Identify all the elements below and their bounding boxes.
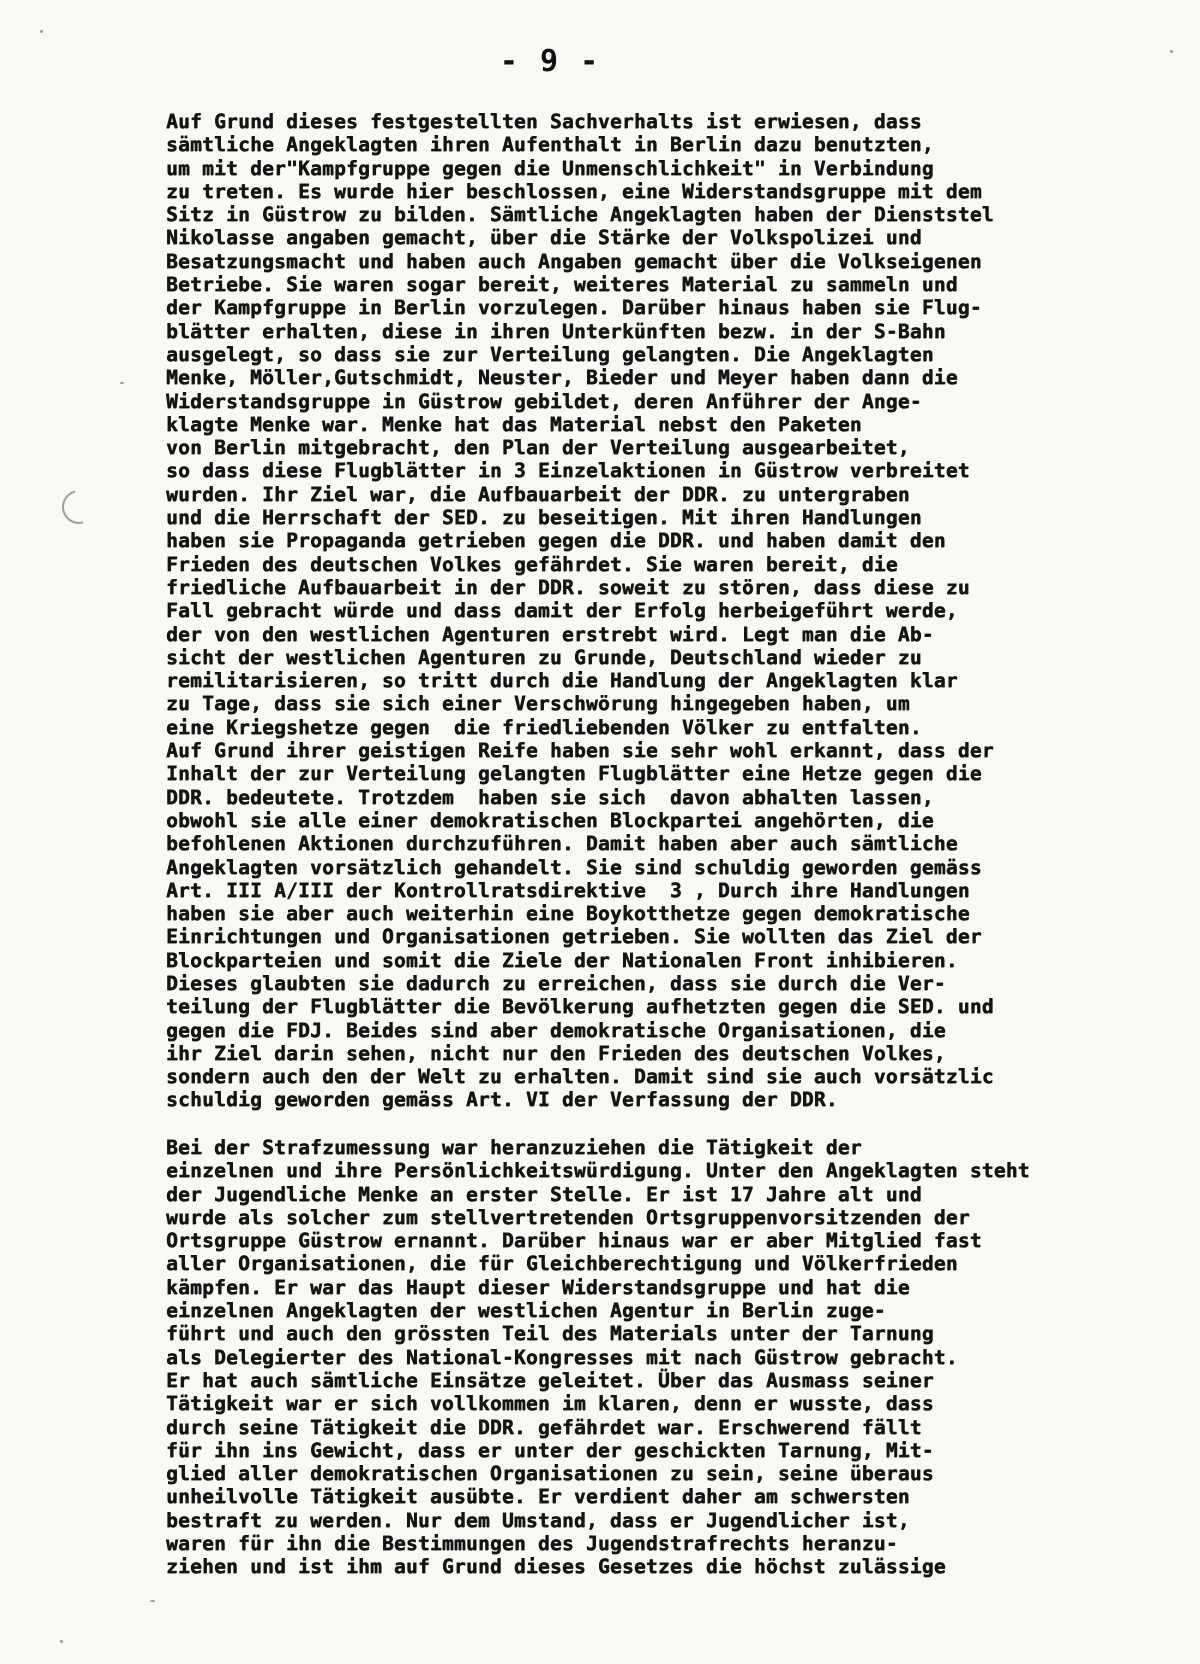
text-line: wurden. Ihr Ziel war, die Aufbauarbeit der DDR. zu untergraben <box>166 482 910 506</box>
text-line: Menke, Möller,Gutschmidt, Neuster, Bieder und Meyer haben dann die <box>166 366 958 390</box>
text-line: friedliche Aufbauarbeit in der DDR. soweit zu stören, dass diese zu <box>166 575 970 599</box>
text-line: Tätigkeit war er sich vollkommen im klaren, denn er wusste, dass <box>166 1392 934 1416</box>
text-line: als Delegierter des National-Kongresses mit nach Güstrow gebracht. <box>166 1345 958 1369</box>
text-line: so dass diese Flugblätter in 3 Einzelaktionen in Güstrow verbreitet <box>166 459 970 483</box>
text-line: haben sie aber auch weiterhin eine Boykotthetze gegen demokratische <box>166 902 970 926</box>
paragraph-2 <box>166 1136 1166 1579</box>
text-line: sicht der westlichen Agenturen zu Grunde, Deutschland wieder zu <box>166 645 922 669</box>
scan-speck <box>40 30 43 33</box>
text-line: Dieses glaubten sie dadurch zu erreichen, dass sie durch die Ver- <box>166 971 946 995</box>
scan-mark <box>56 484 102 530</box>
text-line: und die Herrschaft der SED. zu beseitigen. Mit ihren Handlungen <box>166 506 922 530</box>
text-line: Art. III A/III der Kontrollratsdirektive 3 , Durch ihre Handlungen <box>166 878 970 902</box>
text-line: wurde als solcher zum stellvertretenden Ortsgruppenvorsitzenden der <box>166 1205 970 1229</box>
text-line: aller Organisationen, die für Gleichberechtigung und Völkerfrieden <box>166 1252 958 1276</box>
text-line: DDR. bedeutete. Trotzdem haben sie sich davon abhalten lassen, <box>166 785 934 809</box>
text-line: Einrichtungen und Organisationen getrieben. Sie wollten das Ziel der <box>166 925 982 949</box>
scan-speck <box>60 1640 63 1643</box>
text-line: schuldig geworden gemäss Art. VI der Verfassung der DDR. <box>166 1088 838 1112</box>
text-line: führt und auch den grössten Teil des Materials unter der Tarnung <box>166 1322 934 1346</box>
text-line: ausgelegt, so dass sie zur Verteilung gelangten. Die Angeklagten <box>166 342 934 366</box>
text-line: eine Kriegshetze gegen die friedliebenden Völker zu entfalten. <box>166 715 922 739</box>
text-line: Widerstandsgruppe in Güstrow gebildet, deren Anführer der Ange- <box>166 389 922 413</box>
text-line: glied aller demokratischen Organisationen zu sein, seine überaus <box>166 1462 934 1486</box>
text-line: klagte Menke war. Menke hat das Material nebst den Paketen <box>166 412 862 436</box>
text-line: befohlenen Aktionen durchzuführen. Damit haben aber auch sämtliche <box>166 832 958 856</box>
text-line: Fall gebracht würde und dass damit der Erfolg herbeigeführt werde, <box>166 599 958 623</box>
text-line: einzelnen und ihre Persönlichkeitswürdigung. Unter den Angeklagten steht <box>166 1159 1030 1183</box>
text-line: zu Tage, dass sie sich einer Verschwörung hingegeben haben, um <box>166 692 910 716</box>
text-line: der Jugendliche Menke an erster Stelle. Er ist 17 Jahre alt und <box>166 1182 922 1206</box>
text-line: Besatzungsmacht und haben auch Angaben gemacht über die Volkseigenen <box>166 249 982 273</box>
text-line: Sitz in Güstrow zu bilden. Sämtliche Angeklagten haben der Dienststel <box>166 203 994 227</box>
text-line: durch seine Tätigkeit die DDR. gefährdet war. Erschwerend fällt <box>166 1415 922 1439</box>
text-line: ziehen und ist ihm auf Grund dieses Gesetzes die höchst zulässige <box>166 1555 946 1579</box>
scan-speck <box>120 382 124 384</box>
page-number: - 9 - <box>499 44 601 79</box>
text-line: sämtliche Angeklagten ihren Aufenthalt in Berlin dazu benutzten, <box>166 133 934 157</box>
scan-speck <box>1170 50 1173 53</box>
text-line: Ortsgruppe Güstrow ernannt. Darüber hinaus war er aber Mitglied fast <box>166 1229 982 1253</box>
text-line: obwohl sie alle einer demokratischen Blockpartei angehörten, die <box>166 808 934 832</box>
paragraph-1 <box>166 110 1166 1112</box>
text-line: Betriebe. Sie waren sogar bereit, weiteres Material zu sammeln und <box>166 273 958 297</box>
text-line: Frieden des deutschen Volkes gefährdet. Sie waren bereit, die <box>166 552 898 576</box>
text-line: haben sie Propaganda getrieben gegen die DDR. und haben damit den <box>166 529 946 553</box>
text-line: Inhalt der zur Verteilung gelangten Flugblätter eine Hetze gegen die <box>166 762 982 786</box>
text-line: Er hat auch sämtliche Einsätze geleitet. Über das Ausmass seiner <box>166 1368 934 1392</box>
text-line: unheilvolle Tätigkeit ausübte. Er verdient daher am schwersten <box>166 1485 910 1509</box>
scan-speck <box>150 1600 155 1602</box>
text-line: der von den westlichen Agenturen erstrebt wird. Legt man die Ab- <box>166 622 934 646</box>
text-line: bestraft zu werden. Nur dem Umstand, dass er Jugendlicher ist, <box>166 1508 910 1532</box>
text-line: Auf Grund dieses festgestellten Sachverhalts ist erwiesen, dass <box>166 110 922 133</box>
text-line: sondern auch den der Welt zu erhalten. Damit sind sie auch vorsätzlic <box>166 1065 994 1089</box>
text-line: waren für ihn die Bestimmungen des Jugendstrafrechts heranzu- <box>166 1532 898 1556</box>
text-line: zu treten. Es wurde hier beschlossen, eine Widerstandsgruppe mit dem <box>166 179 982 203</box>
text-line: der Kampfgruppe in Berlin vorzulegen. Darüber hinaus haben sie Flug- <box>166 296 982 320</box>
text-line: gegen die FDJ. Beides sind aber demokratische Organisationen, die <box>166 1018 946 1042</box>
text-line: Nikolasse angaben gemacht, über die Stärke der Volkspolizei und <box>166 226 922 250</box>
text-line: remilitarisieren, so tritt durch die Handlung der Angeklagten klar <box>166 669 958 693</box>
text-line: um mit der"Kampfgruppe gegen die Unmenschlichkeit" in Verbindung <box>166 156 934 180</box>
text-line: für ihn ins Gewicht, dass er unter der geschickten Tarnung, Mit- <box>166 1438 934 1462</box>
text-line: einzelnen Angeklagten der westlichen Agentur in Berlin zuge- <box>166 1299 886 1323</box>
text-line: Auf Grund ihrer geistigen Reife haben sie sehr wohl erkannt, dass der <box>166 739 994 763</box>
text-line: Blockparteien und somit die Ziele der Nationalen Front inhibieren. <box>166 948 958 972</box>
text-line: blätter erhalten, diese in ihren Unterkünften bezw. in der S-Bahn <box>166 319 946 343</box>
text-line: kämpfen. Er war das Haupt dieser Widerstandsgruppe und hat die <box>166 1275 910 1299</box>
text-line: von Berlin mitgebracht, den Plan der Verteilung ausgearbeitet, <box>166 436 910 460</box>
text-line: teilung der Flugblätter die Bevölkerung aufhetzten gegen die SED. und <box>166 995 994 1019</box>
text-line: ihr Ziel darin sehen, nicht nur den Frieden des deutschen Volkes, <box>166 1041 946 1065</box>
text-line: Bei der Strafzumessung war heranzuziehen die Tätigkeit der <box>166 1136 862 1159</box>
text-line: Angeklagten vorsätzlich gehandelt. Sie sind schuldig geworden gemäss <box>166 855 982 879</box>
